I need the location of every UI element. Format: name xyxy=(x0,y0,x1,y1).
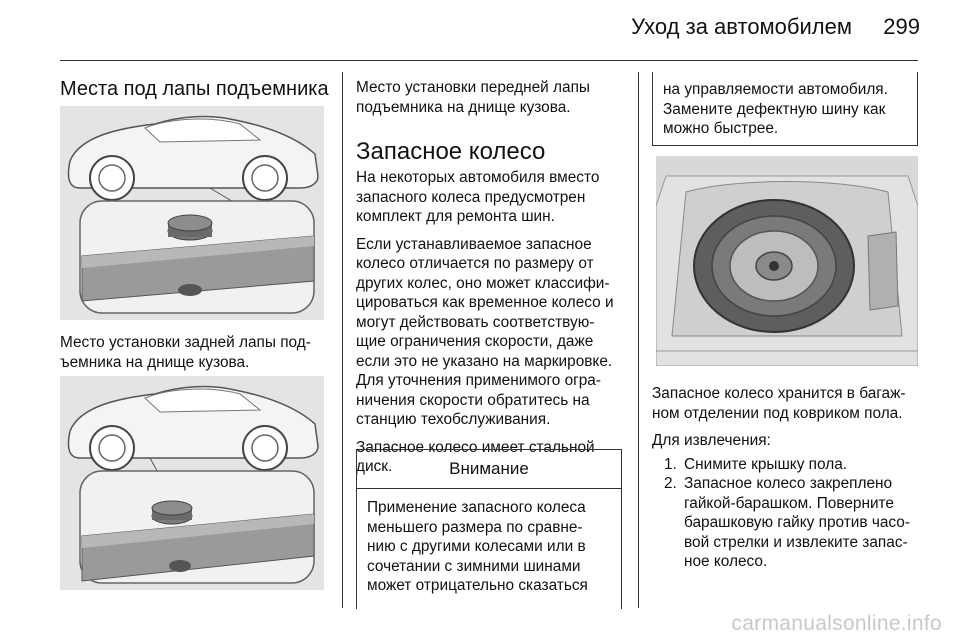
step-line: Снимите крышку пола. xyxy=(684,455,848,473)
text-line: цироваться как временное колесо и xyxy=(356,294,614,311)
step-number: 1. xyxy=(664,455,677,473)
step-line: гайкой-барашком. Поверните xyxy=(684,494,894,512)
notice-line: Применение запасного колеса xyxy=(367,499,586,516)
spare-wheel-illustration xyxy=(656,156,918,366)
text-line: станцию техобслуживания. xyxy=(356,411,551,428)
step-line: барашковую гайку против часо- xyxy=(684,514,910,531)
step-line: вой стрелки и извлеките запас- xyxy=(684,533,908,551)
notice-body xyxy=(357,489,621,596)
text-line: колесо отличается по размеру от xyxy=(356,255,594,272)
caption-line: Запасное колесо хранится в багаж- xyxy=(652,385,906,402)
caption-line: Место установки передней лапы xyxy=(356,79,590,96)
text-line: Для уточнения применимого огра- xyxy=(356,372,601,389)
spare-wheel-drawing xyxy=(656,156,918,366)
rear-lift-caption xyxy=(60,333,340,372)
text-line: щие ограничения скорости, даже xyxy=(356,333,594,350)
steps-intro: Для извлечения: xyxy=(652,432,771,449)
right-column-text xyxy=(652,384,932,572)
rear-lift-point-illustration xyxy=(60,106,324,320)
text-line: запасного колеса предусмотрен xyxy=(356,188,586,206)
notice-title: Внимание xyxy=(357,450,621,489)
notice-continued-body xyxy=(653,72,917,139)
column-divider-right xyxy=(638,72,639,608)
caption-line: Место установки задней лапы под- xyxy=(60,334,311,351)
text-line: На некоторых автомобиля вместо xyxy=(356,169,600,186)
section-heading-spare-wheel: Запасное колесо xyxy=(356,138,546,165)
caption-line: подъемника на днище кузова. xyxy=(356,98,571,116)
step-item xyxy=(652,474,932,572)
rear-lift-point-drawing xyxy=(60,106,324,320)
paragraph-2 xyxy=(356,235,634,430)
notice-box xyxy=(356,449,622,609)
spare-wheel-caption xyxy=(652,384,932,423)
text-line: Если устанавливаемое запасное xyxy=(356,235,592,253)
paragraph-1 xyxy=(356,168,634,227)
notice-box-continued xyxy=(652,72,918,146)
front-lift-point-drawing xyxy=(60,376,324,590)
step-line: ное колесо. xyxy=(684,553,768,570)
notice-line: на управляемости автомобиля. xyxy=(663,81,888,98)
running-header-title: Уход за автомобилем xyxy=(631,14,852,39)
notice-line: меньшего размера по сравне- xyxy=(367,518,583,536)
text-line: других колес, оно может классифи- xyxy=(356,274,610,292)
section-heading-lift-points: Места под лапы подъемника xyxy=(60,78,329,100)
notice-line: сочетании с зимними шинами xyxy=(367,557,581,575)
step-item xyxy=(652,455,932,475)
site-watermark: carmanualsonline.info xyxy=(731,612,942,635)
text-line: могут действовать соответствую- xyxy=(356,313,595,331)
caption-line: ном отделении под ковриком пола. xyxy=(652,404,903,422)
text-line: ничения скорости обратитесь на xyxy=(356,391,590,409)
step-line: Запасное колесо закреплено xyxy=(684,475,893,492)
notice-line: Замените дефектную шину как xyxy=(663,100,886,118)
notice-line: можно быстрее. xyxy=(663,120,779,137)
text-line: если это не указано на маркировке. xyxy=(356,352,613,370)
front-lift-point-illustration xyxy=(60,376,324,590)
page-number: 299 xyxy=(883,14,920,39)
front-lift-caption xyxy=(356,78,634,117)
column-divider-left xyxy=(342,72,343,608)
step-number: 2. xyxy=(664,475,677,492)
text-line: комплект для ремонта шин. xyxy=(356,208,555,225)
removal-steps xyxy=(652,455,932,572)
header-rule xyxy=(60,60,918,61)
notice-line: может отрицательно сказаться xyxy=(367,577,588,594)
text-line: диск. xyxy=(356,458,393,475)
text-line: Запасное колесо имеет стальной xyxy=(356,438,595,456)
spare-wheel-text xyxy=(356,168,634,477)
caption-line: ъемника на днище кузова. xyxy=(60,353,250,371)
notice-line: нию с другими колесами или в xyxy=(367,538,586,555)
